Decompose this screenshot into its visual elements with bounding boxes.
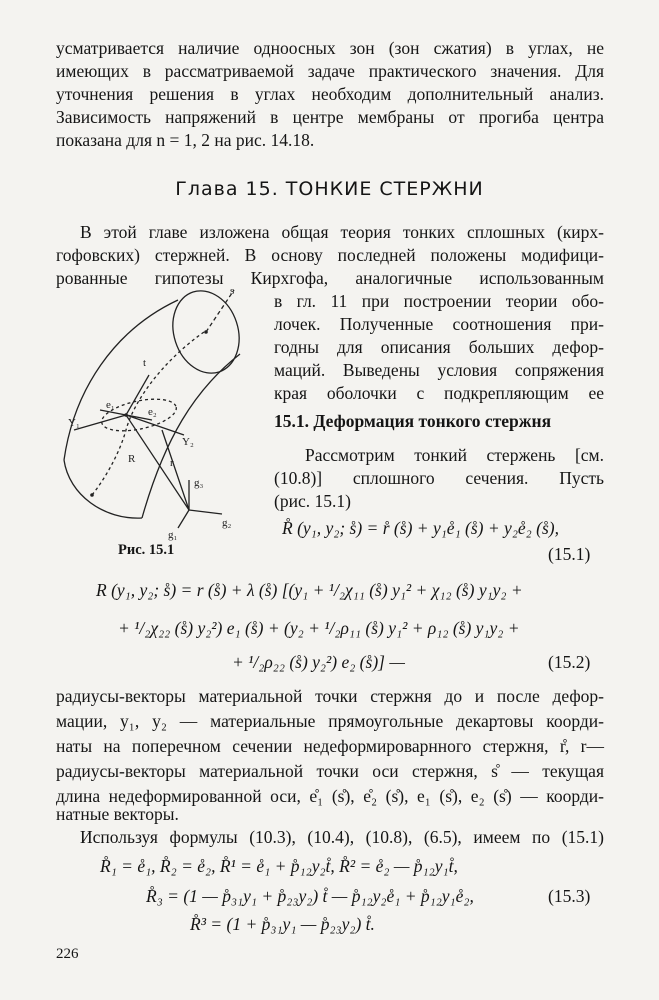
section-line-3: (рис. 15.1)	[274, 491, 351, 511]
figure-caption: Рис. 15.1	[118, 542, 175, 558]
R-vector	[126, 415, 189, 510]
section-title: 15.1. Деформация тонкого стержня	[274, 411, 552, 431]
chapter-line-2: гофовских) стержней. В основу последней положены модифици-	[56, 245, 604, 265]
label-g2: g₂	[222, 517, 232, 529]
chapter-line-4: в гл. 11 при построении теории обо-	[274, 291, 604, 311]
after-line-5: длина недеформированной оси, e̊₁ (s̊), e̊₂ (s̊), e₁ (s̊), e₂ (s̊) — коорди-	[56, 786, 604, 806]
equation-number-15-1: (15.1)	[548, 544, 591, 564]
label-e1: e₁	[106, 399, 115, 411]
bottom-end	[64, 460, 142, 518]
after-line-6: натные векторы.	[56, 804, 179, 824]
equation-15-3-line-2: R̊₃ = (1 — p̊₃₁y₁ + p̊₂₃y₂) t̊ — p̊₁₂y₂e̊₁ + p̊₁₂y₁e̊₂,	[146, 886, 474, 906]
chapter-line-5: лочек. Полученные соотношения при-	[274, 314, 604, 334]
equation-15-3-line-3: R̊³ = (1 + p̊₃₁y₁ — p̊₂₃y₂) t̊.	[190, 914, 375, 934]
page-number: 226	[56, 946, 79, 962]
axis-point-middle	[124, 413, 128, 417]
g1-axis	[178, 510, 189, 528]
section-line-1: Рассмотрим тонкий стержень [см.	[305, 445, 604, 465]
after-line-1: радиусы-векторы материальной точки стержня до и после дефор-	[56, 686, 604, 706]
after-line-3: наты на поперечном сечении недеформироварнного стержня, r̊, r—	[56, 736, 604, 756]
axis-point-top	[204, 330, 208, 334]
label-R: R	[128, 453, 136, 465]
intro-line-1: усматривается наличие одноосных зон (зон сжатия) в углах, не	[56, 38, 604, 58]
t-vector	[126, 375, 149, 415]
intro-line-4: Зависимость напряжений в центре мембраны от прогиба центра	[56, 107, 604, 127]
label-t: t	[143, 357, 147, 369]
axis-point-bottom	[90, 493, 94, 497]
chapter-line-1: В этой главе изложена общая теория тонких сплошных (кирх-	[80, 222, 604, 242]
after-line-7: Используя формулы (10.3), (10.4), (10.8), (6.5), имеем по (15.1)	[80, 827, 604, 847]
y2-line	[126, 415, 184, 435]
chapter-line-8: края оболочки с подкрепляющим ее	[274, 383, 604, 403]
after-line-4: радиусы-векторы материальной точки оси стержня, s̊ — текущая	[56, 761, 604, 781]
equation-15-2-line-2: + ¹/₂χ₂₂ (s̊) y₂²) e₁ (s̊) + (y₂ + ¹/₂ρ₁₁ (s̊) y₁² + ρ₁₂ (s̊) y₁y₂ +	[118, 618, 520, 638]
equation-number-15-2: (15.2)	[548, 652, 591, 672]
label-r: r	[170, 457, 174, 469]
intro-line-2: имеющих в рассматриваемой задаче практического значения. Для	[56, 61, 604, 81]
y1-line	[74, 415, 126, 430]
chapter-line-7: маций. Выведены условия сопряжения	[274, 360, 604, 380]
intro-line-5: показана для n = 1, 2 на рис. 14.18.	[56, 130, 315, 150]
intro-line-3: уточнения решения в углах необходим дополнительный анализ.	[56, 84, 604, 104]
chapter-line-6: годны для описания больших дефор-	[274, 337, 604, 357]
equation-15-2-line-1: R (y₁, y₂; s̊) = r (s̊) + λ (s̊) [(y₁ + ¹/₂χ₁₁ (s̊) y₁² + χ₁₂ (s̊) y₁y₂ +	[96, 580, 523, 600]
chapter-line-3: рованные гипотезы Кирхгофа, аналогичные использованным	[56, 268, 604, 288]
equation-15-3-line-1: R̊₁ = e̊₁, R̊₂ = e̊₂, R̊¹ = e̊₁ + p̊₁₂y₂t̊, R̊² = e̊₂ — p̊₁₂y₁t̊,	[100, 856, 458, 876]
g2-axis	[189, 510, 222, 514]
rod-figure	[44, 280, 269, 542]
chapter-title: Глава 15. ТОНКИЕ СТЕРЖНИ	[175, 178, 484, 200]
equation-number-15-3: (15.3)	[548, 886, 591, 906]
label-Y1: Y₁	[68, 417, 80, 429]
after-line-2: мации, y₁, y₂ — материальные прямоугольные декартовы коорди-	[56, 711, 604, 731]
section-line-2: (10.8)] сплошного сечения. Пусть	[274, 468, 604, 488]
rod-outline-left	[64, 300, 178, 460]
equation-15-1: R̊ (y₁, y₂; s̊) = r̊ (s̊) + y₁e̊₁ (s̊) + y₂e̊₂ (s̊),	[282, 518, 559, 538]
label-Y2: Y₂	[182, 436, 194, 448]
label-e2: e₂	[148, 406, 157, 418]
label-g3: g₃	[194, 477, 204, 489]
label-g1: g₁	[168, 529, 178, 541]
label-s: s	[230, 285, 235, 297]
equation-15-2-line-3: + ¹/₂ρ₂₂ (s̊) y₂²) e₂ (s̊)] —	[232, 652, 405, 672]
